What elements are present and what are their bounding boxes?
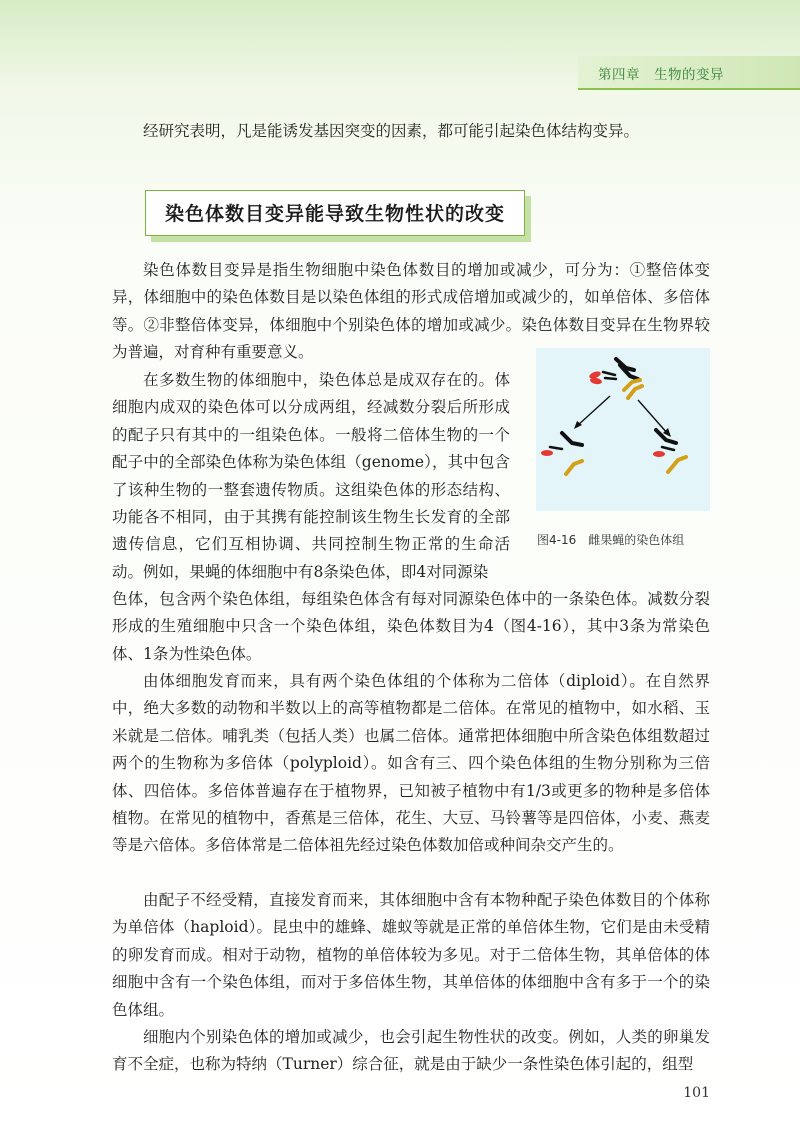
chapter-title: 第四章 生物的变异: [598, 67, 724, 83]
paragraph-1: 染色体数目变异是指生物细胞中染色体数目的增加或减少，可分为：①整倍体变异，体细胞中的染色体数目是以染色体组的形式成倍增加或减少的，如单倍体、多倍体等。②非整倍体变异，体细胞中个别染色体的增加或减少。染色体数目变异在生物界较为普遍，对育种有重要意义。: [112, 261, 710, 362]
paragraph-2-continued: 色体，包含两个染色体组，每组染色体含有每对同源染色体中的一条染色体。减数分裂形成的生殖细胞中只含一个染色体组，染色体数目为4（图4-16），其中3条为常染色体、1条为性染色体。: [112, 590, 710, 663]
gamete-chromosome-set-right: [653, 430, 686, 472]
figure-4-16: [536, 348, 710, 511]
figure-caption: 图4-16 雌果蝇的染色体组: [537, 533, 685, 547]
page-number: 101: [683, 1085, 710, 1101]
paragraph-5: 细胞内个别染色体的增加或减少，也会引起生物性状的改变。例如，人类的卵巢发育不全症，也称为特纳（Turner）综合征，就是由于缺少一条性染色体引起的，组型: [112, 1028, 710, 1074]
section-title: 染色体数目变异能导致生物性状的改变: [164, 203, 505, 225]
chapter-header: [578, 56, 800, 90]
gamete-chromosome-set-left: [541, 433, 582, 474]
arrow-left: [577, 396, 610, 426]
diploid-chromosome-set: [588, 359, 642, 398]
drosophila-chromosome-diagram: [536, 348, 710, 511]
paragraph-3: 由体细胞发育而来，具有两个染色体组的个体称为二倍体（diploid）。在自然界中，绝大多数的动物和半数以上的高等植物都是二倍体。在常见的植物中，如水稻、玉米就是二倍体。哺乳类（包括人类）也属二倍体。通常把体细胞中所含染色体组数超过两个的生物称为多倍体（polyploid）。如含有三、四个染色体组的生物分别称为三倍体、四倍体。多倍体普遍存在于植物界，已知被子植物中有1/3或更多的物种是多倍体植物。在常见的植物中，香蕉是三倍体，花生、大豆、马铃薯等是四倍体，小麦、燕麦等是六倍体。多倍体常是二倍体祖先经过染色体数加倍或种间杂交产生的。: [112, 672, 710, 855]
paragraph-2: 在多数生物的体细胞中，染色体总是成双存在的。体细胞内成双的染色体可以分成两组，经减数分裂后所形成的配子只有其中的一组染色体。一般将二倍体生物的一个配子中的全部染色体称为染色体组（genome），其中包含了该种生物的一整套遗传物质。这组染色体的形态结构、功能各不相同，由于其携有能控制该生物生长发育的全部遗传信息，它们互相协调、共同控制生物正常的生命活动。例如，果蝇的体细胞中有8条染色体，即4对同源染: [112, 371, 510, 581]
section-heading: [145, 190, 525, 236]
intro-paragraph: 经研究表明，凡是能诱发基因突变的因素，都可能引起染色体结构变异。: [143, 122, 640, 140]
arrow-right: [638, 400, 668, 434]
paragraph-4: 由配子不经受精，直接发育而来，其体细胞中含有本物种配子染色体数目的个体称为单倍体（haploid）。昆虫中的雄蜂、雄蚁等就是正常的单倍体生物，它们是由未受精的卵发育而成。相对于动物，植物的单倍体较为多见。对于二倍体生物，其单倍体的体细胞中含有一个染色体组，而对于多倍体生物，其单倍体的体细胞中含有多于一个的染色体组。: [112, 891, 710, 1019]
